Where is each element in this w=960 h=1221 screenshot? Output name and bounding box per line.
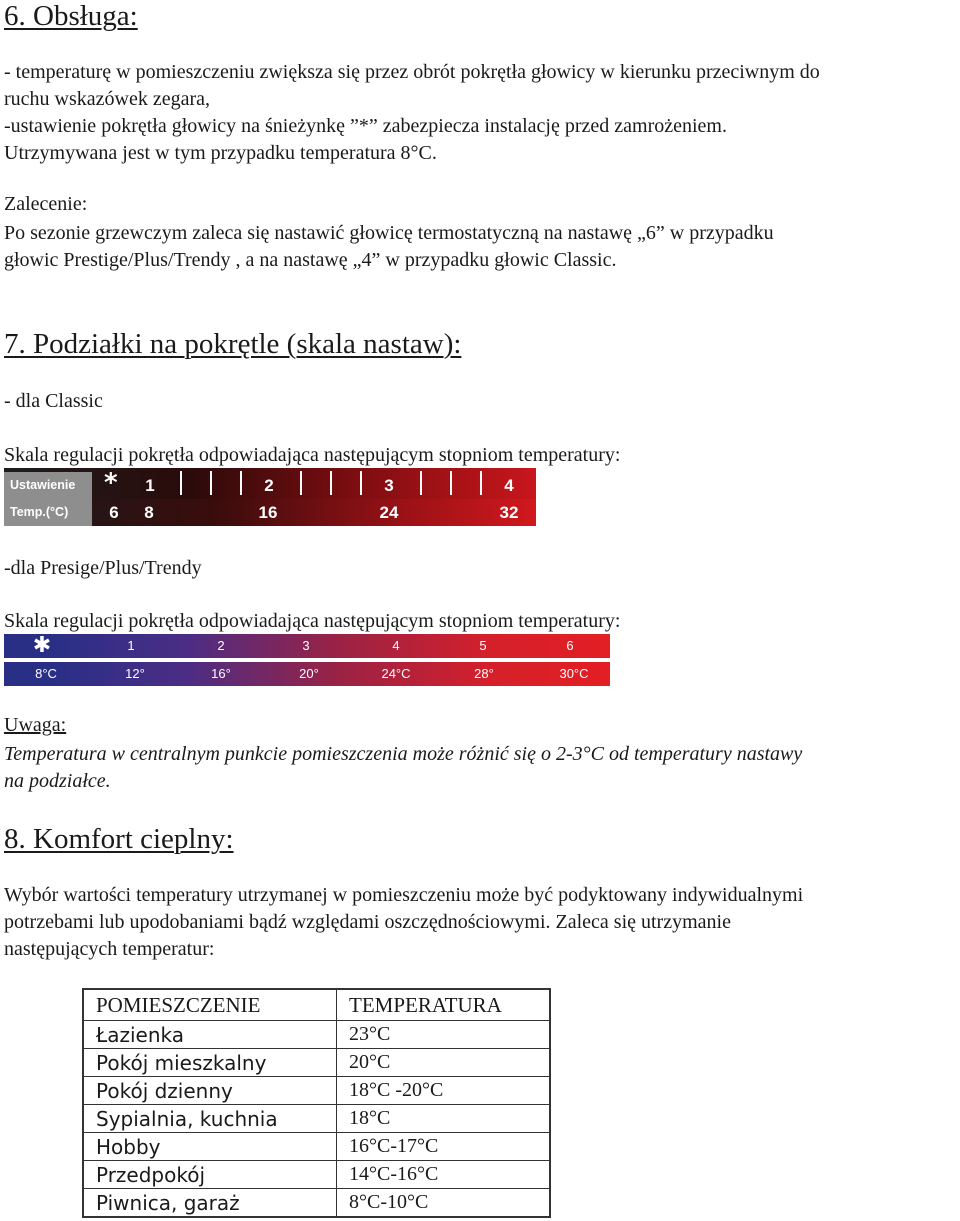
table-row <box>83 1133 550 1161</box>
room-cell: Pokój mieszkalny <box>83 1049 337 1077</box>
temp-16: 16° <box>211 666 231 681</box>
table-row <box>83 1189 550 1218</box>
temperature-cell: 14°C-16°C <box>337 1161 551 1189</box>
scale-tick <box>210 471 212 495</box>
scale-tick <box>420 471 422 495</box>
setting-1: 1 <box>145 476 155 495</box>
table-header-row <box>83 989 550 1021</box>
temp-8: 8 <box>144 503 154 522</box>
temp-32: 32 <box>499 503 519 522</box>
temp-24c: 24°C <box>381 666 411 681</box>
presige-label: -dla Presige/Plus/Trendy <box>4 557 202 579</box>
classic-scale <box>4 468 536 526</box>
room-cell: Przedpokój <box>83 1161 337 1189</box>
temp-6: 6 <box>109 503 119 522</box>
sec8-line-2: potrzebami lub upodobaniami bądź względami oszczędnościowymi. Zaleca się utrzymanie <box>4 911 731 933</box>
setting-3: 3 <box>302 638 310 653</box>
scale-intro-classic: Skala regulacji pokrętła odpowiadająca następującym stopniom temperatury: <box>4 444 621 466</box>
sec8-line-1: Wybór wartości temperatury utrzymanej w pomieszczeniu może być podyktowany indywidualnymi <box>4 884 804 906</box>
note-line-2: na podziałce. <box>4 770 111 792</box>
room-cell: Łazienka <box>83 1021 337 1049</box>
setting-2: 2 <box>264 476 274 495</box>
sec6-line-1: - temperaturę w pomieszczeniu zwiększa się przez obrót pokrętła głowicy w kierunku przeciwnym do <box>4 61 820 83</box>
temperature-cell: 20°C <box>337 1049 551 1077</box>
scale-intro-presige: Skala regulacji pokrętła odpowiadająca następującym stopniom temperatury: <box>4 610 621 632</box>
settings-row-label: Ustawienie <box>4 472 92 499</box>
temp-30c: 30°C <box>559 666 589 681</box>
setting-3: 3 <box>384 476 394 495</box>
scale-tick <box>330 471 332 495</box>
snowflake-icon: ✱ <box>32 633 52 658</box>
temp-28: 28° <box>474 666 494 681</box>
temp-row-label: Temp.(°C) <box>4 499 92 526</box>
scale-tick <box>450 471 452 495</box>
sec6-line-2: ruchu wskazówek zegara, <box>4 88 211 110</box>
temp-12: 12° <box>125 666 145 681</box>
classic-scale-settings-row <box>4 468 536 499</box>
recommendation-line-2: głowic Prestige/Plus/Trendy , a na nastawę „4” w przypadku głowic Classic. <box>4 249 617 271</box>
temperature-cell: 8°C-10°C <box>337 1189 551 1218</box>
note-label: Uwaga: <box>4 714 67 736</box>
temperature-table <box>82 988 551 1218</box>
table-row <box>83 1105 550 1133</box>
column-header-temperature: TEMPERATURA <box>337 989 551 1021</box>
recommendation-line-1: Po sezonie grzewczym zaleca się nastawić głowicę termostatyczną na nastawę „6” w przypadku <box>4 222 774 244</box>
setting-4: 4 <box>504 476 514 495</box>
temp-20: 20° <box>299 666 319 681</box>
temp-8c: 8°C <box>35 666 57 681</box>
temperature-cell: 16°C-17°C <box>337 1133 551 1161</box>
scale-tick <box>180 471 182 495</box>
temperature-cell: 18°C -20°C <box>337 1077 551 1105</box>
temperature-cell: 18°C <box>337 1105 551 1133</box>
setting-2: 2 <box>217 638 225 653</box>
table-row <box>83 1161 550 1189</box>
room-cell: Sypialnia, kuchnia <box>83 1105 337 1133</box>
classic-scale-temp-row <box>4 499 536 526</box>
room-cell: Pokój dzienny <box>83 1077 337 1105</box>
room-cell: Hobby <box>83 1133 337 1161</box>
presige-scale <box>4 634 610 686</box>
note-line-1: Temperatura w centralnym punkcie pomieszczenia może różnić się o 2-3°C od temperatury nastawy <box>4 743 803 765</box>
setting-1: 1 <box>127 638 135 653</box>
setting-5: 5 <box>479 638 487 653</box>
temp-16: 16 <box>258 503 278 522</box>
sec6-line-4: Utrzymywana jest w tym przypadku temperatura 8°C. <box>4 142 437 164</box>
presige-settings-row <box>4 634 610 658</box>
setting-4: 4 <box>392 638 400 653</box>
scale-tick <box>240 471 242 495</box>
section-6-heading: 6. Obsługa: <box>4 0 138 32</box>
setting-6: 6 <box>566 638 574 653</box>
sec6-line-3: -ustawienie pokrętła głowicy na śnieżynkę ”*” zabezpiecza instalację przed zamrożeniem. <box>4 115 727 137</box>
table-row <box>83 1021 550 1049</box>
section-7-heading: 7. Podziałki na pokrętle (skala nastaw): <box>4 328 462 360</box>
recommendation-label: Zalecenie: <box>4 193 88 215</box>
table-row <box>83 1049 550 1077</box>
column-header-room: POMIESZCZENIE <box>83 989 337 1021</box>
table-row <box>83 1077 550 1105</box>
section-8-heading: 8. Komfort cieplny: <box>4 823 234 855</box>
sec8-line-3: następujących temperatur: <box>4 938 215 960</box>
classic-label: - dla Classic <box>4 390 103 412</box>
frost-star-icon: * <box>104 468 118 498</box>
temperature-cell: 23°C <box>337 1021 551 1049</box>
scale-tick <box>480 471 482 495</box>
scale-tick <box>300 471 302 495</box>
room-cell: Piwnica, garaż <box>83 1189 337 1218</box>
temp-24: 24 <box>379 503 399 522</box>
scale-tick <box>360 471 362 495</box>
presige-temps-row <box>4 662 610 686</box>
